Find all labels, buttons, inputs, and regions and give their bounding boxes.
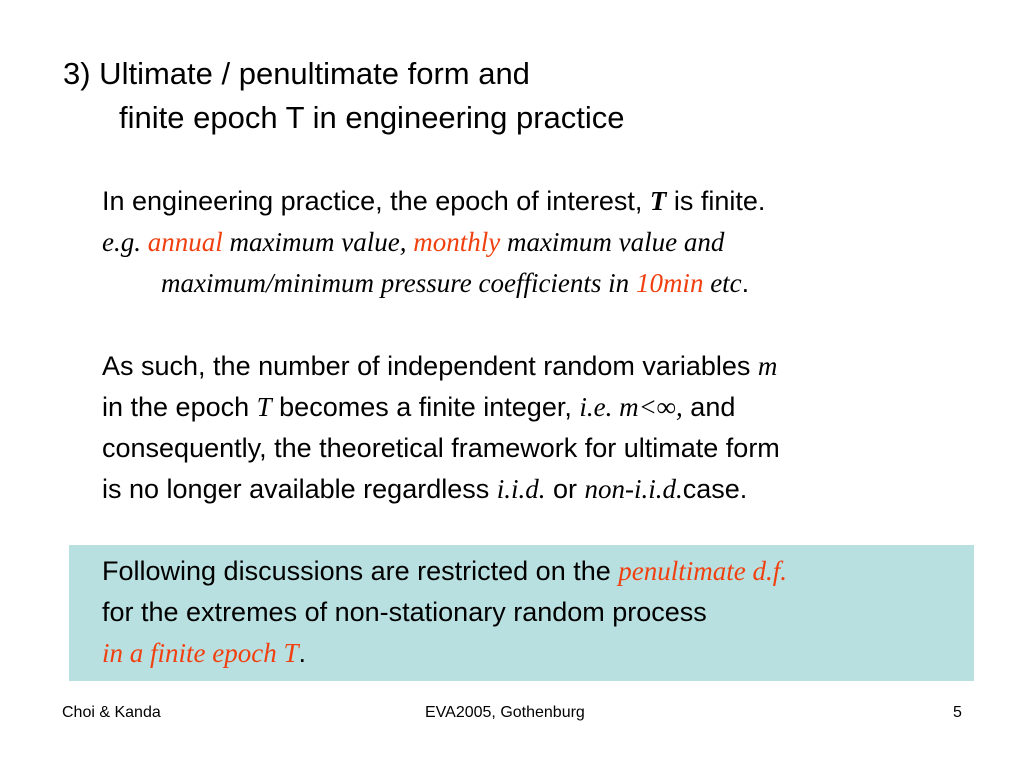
p2-ie: i.e. m<∞, [579, 392, 683, 422]
title-line-2: finite epoch T in engineering practice [119, 100, 625, 135]
slide-title [63, 52, 625, 140]
p1-text-b: is finite. [666, 186, 766, 216]
p2-non-iid: non-i.i.d. [584, 474, 683, 504]
title-line-1: 3) Ultimate / penultimate form and [63, 56, 530, 91]
p2-text-g: or [545, 474, 585, 504]
paragraph-epoch-finite [102, 181, 1002, 304]
p2-symbol-m: m [757, 351, 778, 381]
p2-text-e: consequently, the theoretical framework for ultimate form [102, 433, 780, 463]
p1-text-d: maximum value and [500, 227, 725, 257]
p2-text-f: is no longer available regardless [102, 474, 497, 504]
p1-etc: etc [703, 268, 742, 298]
p3-text-a: Following discussions are restricted on the [102, 556, 619, 586]
p1-annual: annual [147, 227, 223, 257]
p1-text-e: maximum/minimum pressure coefficients in [161, 268, 636, 298]
p2-symbol-T: T [256, 392, 272, 422]
p2-text-d: and [682, 392, 736, 422]
p2-text-a: As such, the number of independent random variables [102, 351, 758, 381]
p1-text-c: maximum value, [222, 227, 414, 257]
p2-text-h: case. [682, 474, 748, 504]
p3-text-b: for the extremes of non-stationary random process [102, 597, 707, 627]
p1-symbol-T: T [649, 186, 667, 216]
p2-text-c: becomes a finite integer, [271, 392, 580, 422]
p3-penultimate: penultimate d.f. [618, 556, 787, 586]
p3-finite-epoch: in a finite epoch T [102, 638, 299, 668]
p1-monthly: monthly [413, 227, 501, 257]
p2-text-b: in the epoch [102, 392, 257, 422]
p1-text-a: In engineering practice, the epoch of interest, [102, 186, 650, 216]
p3-period: . [298, 638, 306, 668]
paragraph-finite-integer [102, 346, 1002, 510]
p2-iid: i.i.d. [496, 474, 546, 504]
paragraph-following-discussions [102, 551, 1002, 674]
p1-eg: e.g. [102, 227, 148, 257]
footer-conference: EVA2005, Gothenburg [425, 704, 585, 721]
footer-authors: Choi & Kanda [62, 704, 161, 721]
p1-period: . [741, 268, 750, 298]
p1-10min: 10min [635, 268, 704, 298]
footer-page-number: 5 [953, 704, 962, 721]
